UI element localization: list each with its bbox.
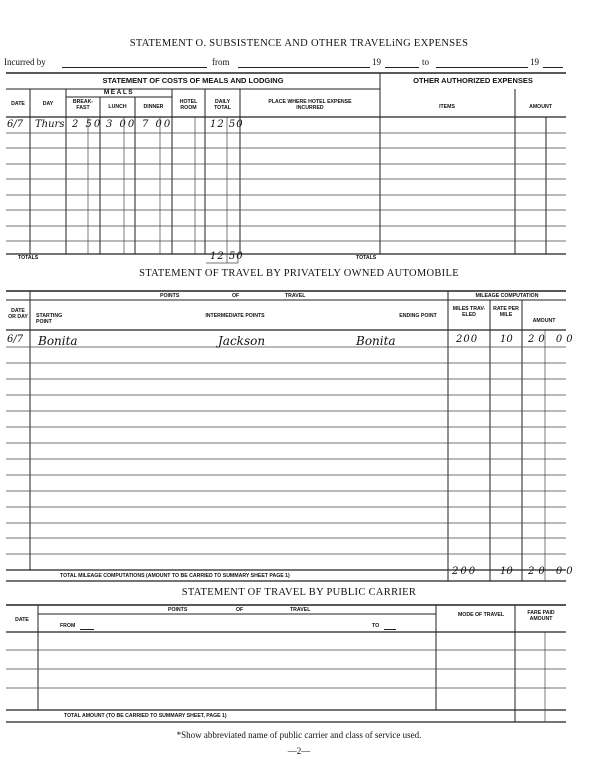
meal-row-date: 6/7 <box>7 119 24 130</box>
carrier-col-date: DATE <box>15 617 29 623</box>
col-day: DAY <box>42 101 54 107</box>
auto-section-title: STATEMENT OF TRAVEL BY PRIVATELY OWNED AUTOMOBILE <box>139 268 459 279</box>
col-items: ITEMS <box>439 104 455 110</box>
meals-section-heading: STATEMENT OF COSTS OF MEALS AND LODGING <box>102 76 284 85</box>
carrier-points-label: POINTS <box>168 607 188 613</box>
col-daily-total: DAILY TOTAL <box>214 99 231 111</box>
page-number: —2— <box>287 746 311 756</box>
col-lunch: LUNCH <box>108 104 127 110</box>
col-amount: AMOUNT <box>529 104 552 110</box>
col-breakfast: BREAK-FAST <box>72 99 94 111</box>
meal-row-breakfast: 2 50 <box>72 119 103 130</box>
col-place: PLACE WHERE HOTEL EXPENSE INCURRED <box>268 99 352 111</box>
meal-row-dinner: 7 00 <box>142 119 173 130</box>
form-title: STATEMENT O. SUBSISTENCE AND OTHER TRAVELiNG EXPENSES <box>129 38 469 49</box>
auto-row-rate: 10 <box>500 334 513 345</box>
meal-row-daily-total: 12 50 <box>210 119 244 130</box>
incurred-by-label: Incurred by <box>4 57 46 67</box>
carrier-total-label: TOTAL AMOUNT (TO BE CARRIED TO SUMMARY SHEET, PAGE 1) <box>64 713 227 719</box>
carrier-col-mode: MODE OF TRAVEL <box>457 612 504 618</box>
auto-row-miles: 200 <box>456 334 479 345</box>
year-label-2: 19 <box>530 57 539 67</box>
totals-value: 12 50 <box>210 251 244 262</box>
col-intermediate-points: INTERMEDIATE POINTS <box>205 313 265 319</box>
carrier-of-label: OF <box>236 607 244 613</box>
meal-row-lunch: 3 00 <box>106 119 137 130</box>
col-starting-point: STARTING POINT <box>36 313 63 325</box>
auto-row-end: Bonita <box>356 334 396 348</box>
meal-row-day: Thurs <box>35 119 65 130</box>
col-miles-traveled: MILES TRAV-ELED <box>452 306 486 318</box>
totals-label-right: TOTALS <box>356 255 377 261</box>
mileage-total-amount: 20 00 <box>528 566 577 577</box>
col-hotel-room: HOTEL ROOM <box>179 99 198 111</box>
mileage-total-label: TOTAL MILEAGE COMPUTATIONS (AMOUNT TO BE CARRIED TO SUMMARY SHEET PAGE 1) <box>60 573 290 579</box>
mileage-computation-label: MILEAGE COMPUTATION <box>475 293 539 299</box>
to-label: to <box>422 57 430 67</box>
col-dinner: DINNER <box>143 104 164 110</box>
carrier-from-field[interactable] <box>80 629 94 630</box>
carrier-col-fare: FARE PAID AMOUNT <box>527 610 555 622</box>
other-expenses-heading: OTHER AUTHORIZED EXPENSES <box>413 76 533 85</box>
auto-row-intermediate: Jackson <box>218 334 266 348</box>
auto-of-label: OF <box>232 293 240 299</box>
mileage-total-rate: 10 <box>500 566 513 577</box>
auto-row-amount: 20 00 <box>528 334 577 345</box>
col-rate-per-mile: RATE PER MILE <box>493 306 519 318</box>
from-label: from <box>212 57 230 67</box>
carrier-to-label: TO <box>372 623 380 629</box>
mileage-total-miles: 200 <box>452 566 478 577</box>
meals-group-label: MEALS <box>103 89 135 96</box>
footnote: *Show abbreviated name of public carrier and class of service used. <box>176 730 422 740</box>
auto-row-start: Bonita <box>38 334 78 348</box>
year-label-1: 19 <box>372 57 381 67</box>
auto-row-date: 6/7 <box>7 334 24 345</box>
carrier-from-label: FROM <box>60 623 76 629</box>
col-date-or-day: DATE OR DAY <box>8 308 28 320</box>
totals-label-left: TOTALS <box>18 255 39 261</box>
auto-points-label: POINTS <box>160 293 180 299</box>
auto-travel-label: TRAVEL <box>285 293 306 299</box>
col-auto-amount: AMOUNT <box>532 318 556 324</box>
col-ending-point: ENDING POINT <box>399 313 437 319</box>
col-date: DATE <box>11 101 25 107</box>
carrier-travel-label: TRAVEL <box>290 607 311 613</box>
carrier-section-title: STATEMENT OF TRAVEL BY PUBLIC CARRIER <box>181 587 417 598</box>
carrier-to-field[interactable] <box>384 629 396 630</box>
